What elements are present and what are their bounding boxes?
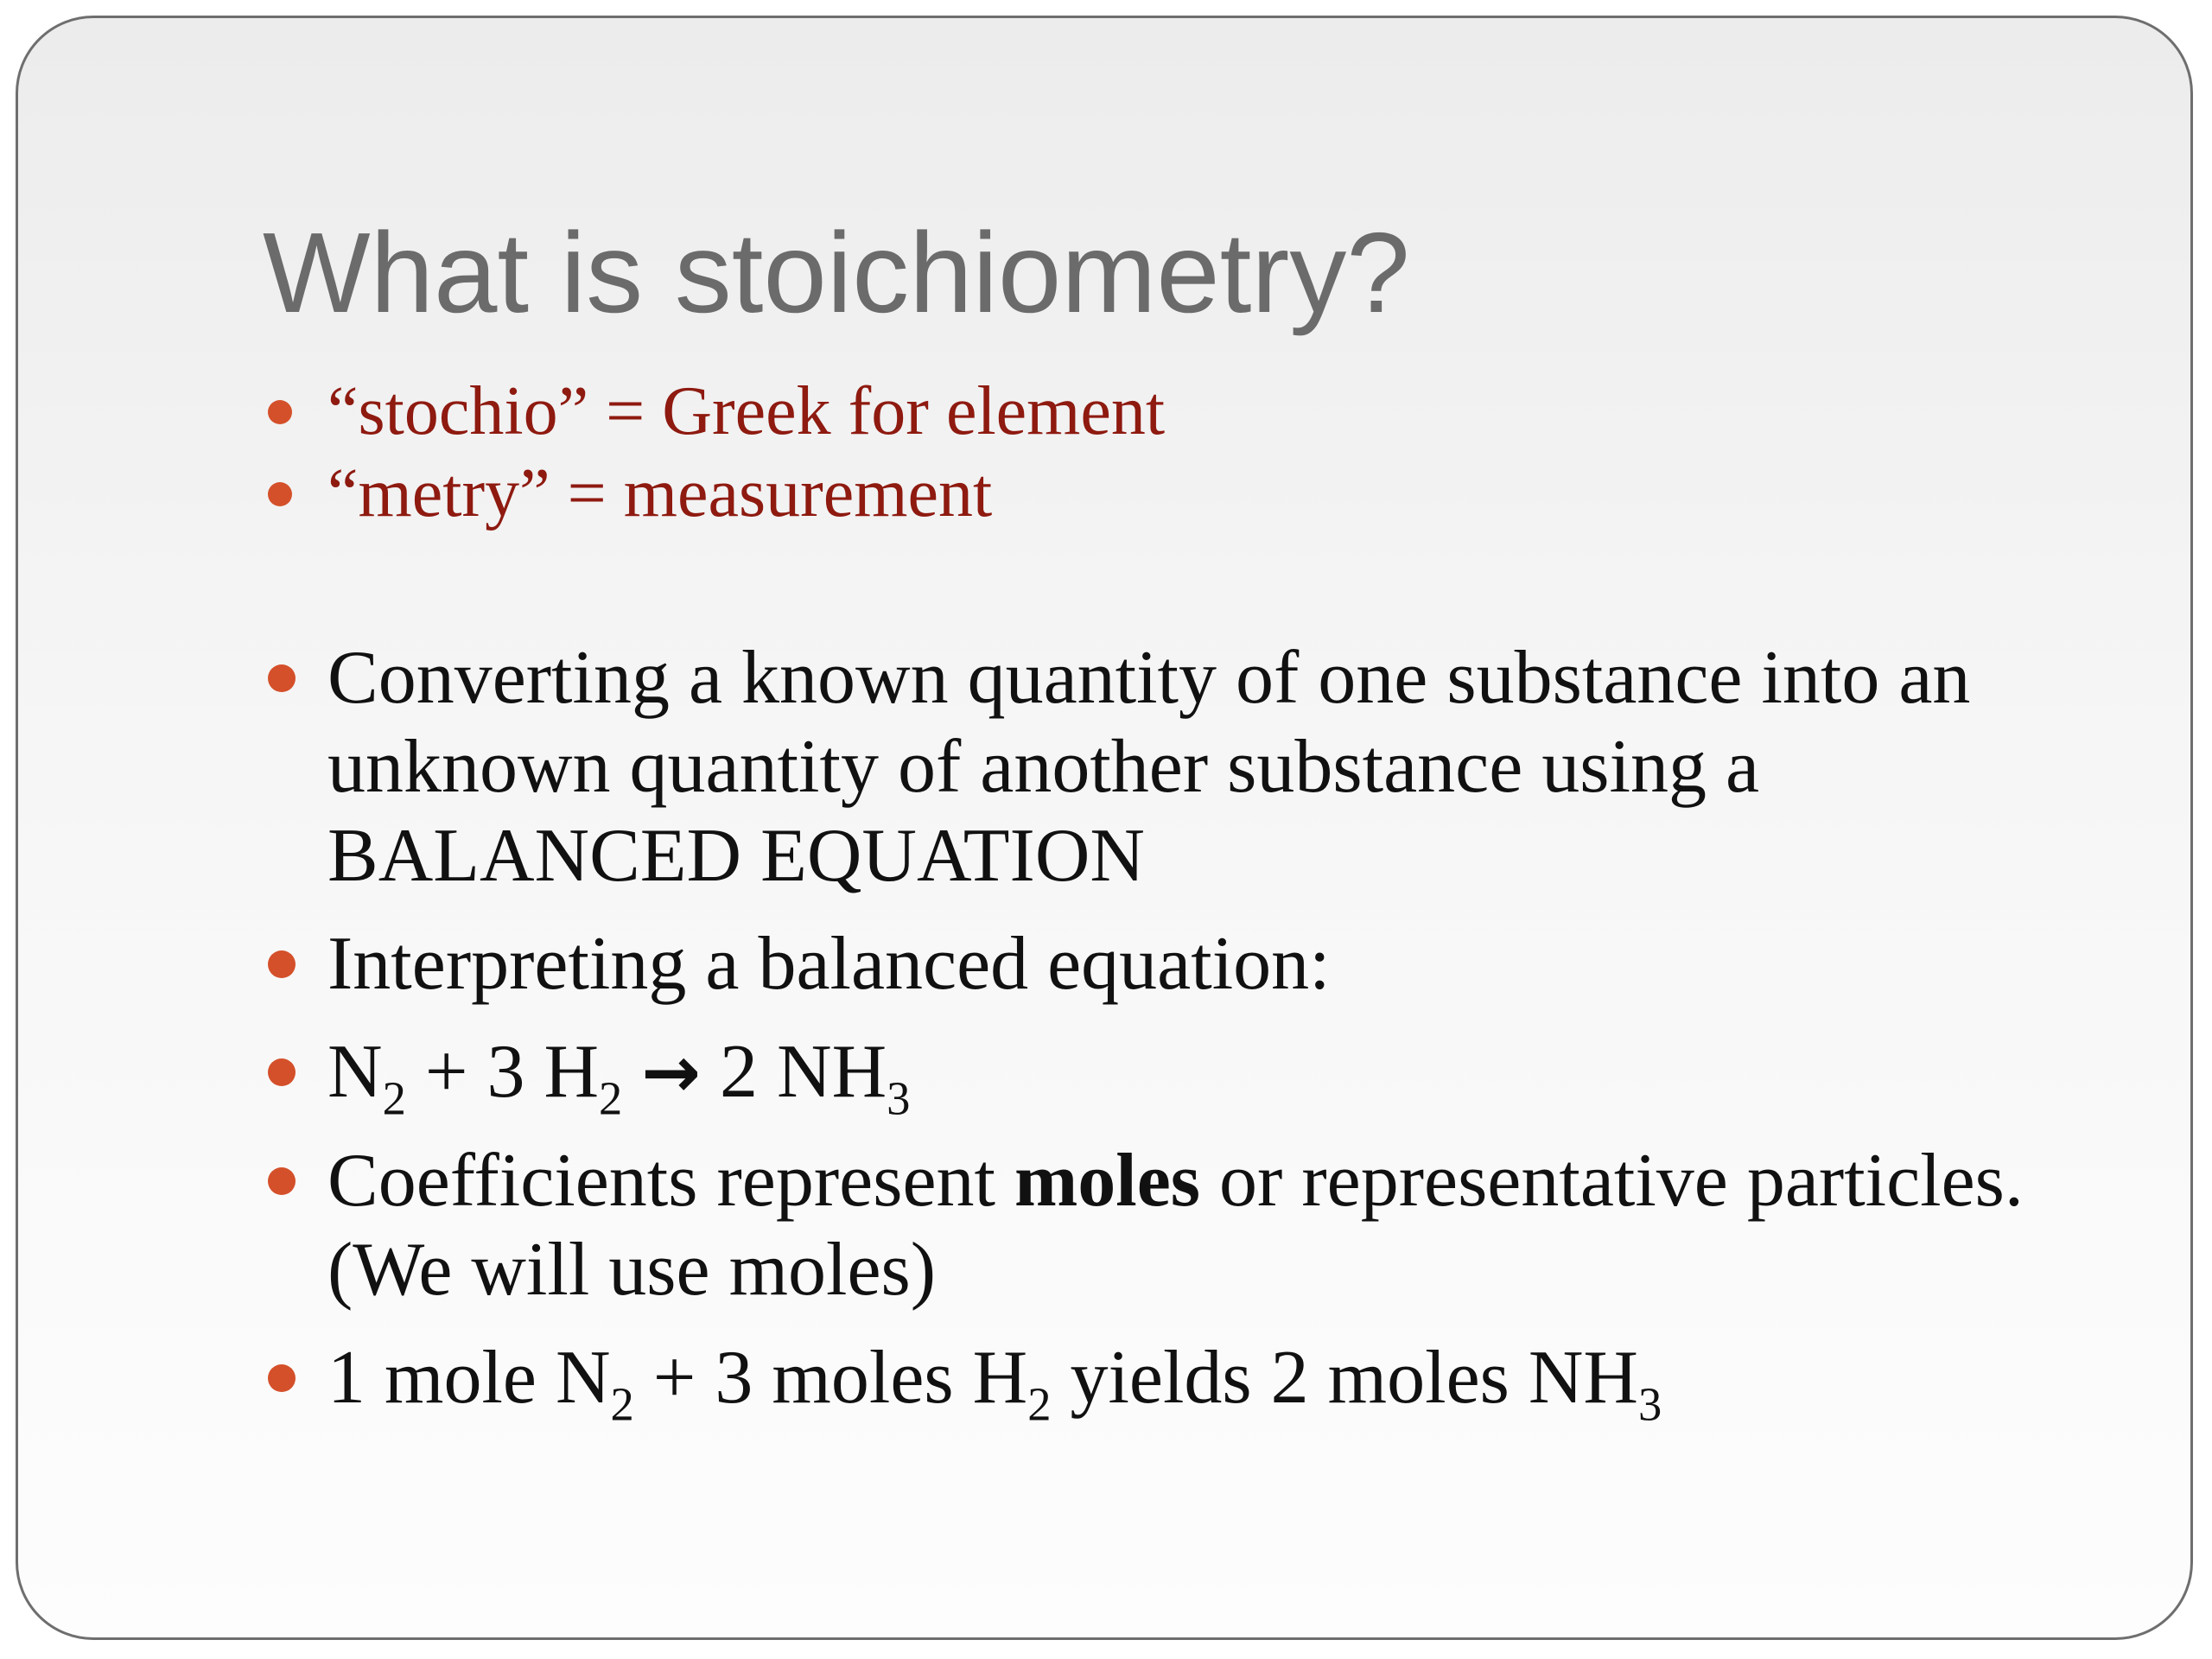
moles-part3: yields 2 moles NH	[1051, 1336, 1638, 1420]
moles-subscript-3: 3	[1637, 1377, 1662, 1431]
arrow-icon: →	[641, 1032, 702, 1114]
content-list	[263, 633, 2120, 1441]
moles-part2: + 3 moles H	[633, 1336, 1028, 1420]
equation-nh-subscript: 3	[887, 1071, 911, 1125]
bullet-icon	[268, 482, 292, 506]
definition-list	[263, 371, 1818, 535]
equation-h-subscript: 2	[599, 1071, 623, 1125]
equation-plus-h: + 3 H	[405, 1030, 600, 1114]
definition-item-stochio	[263, 371, 1818, 453]
equation-n: N	[327, 1030, 383, 1114]
bullet-converting	[263, 633, 2120, 900]
coefficients-after: or representative particles. (We will use moles)	[327, 1139, 2062, 1312]
equation-n-subscript: 2	[382, 1071, 406, 1125]
coefficients-before: Coefficients represent	[327, 1139, 1014, 1223]
bullet-coefficients	[263, 1136, 2120, 1314]
bullet-icon	[268, 1167, 296, 1195]
bullet-interpreting	[263, 919, 2120, 1008]
definition-text: “stochio” = Greek for element	[327, 373, 1166, 449]
moles-subscript-1: 2	[610, 1377, 634, 1431]
bullet-icon	[268, 664, 296, 692]
bullet-text: Converting a known quantity of one substance into an unknown quantity of another substance using a BALANCED EQUATION	[327, 636, 1971, 898]
bullet-moles	[263, 1333, 2120, 1431]
equation	[327, 1030, 911, 1125]
bullet-icon	[268, 1058, 296, 1086]
bullet-icon	[268, 400, 292, 424]
bullet-icon	[268, 1364, 296, 1392]
moles-subscript-2: 2	[1027, 1377, 1052, 1431]
bullet-text: Interpreting a balanced equation:	[327, 922, 1331, 1006]
moles-part1: 1 mole N	[327, 1336, 611, 1420]
slide-title: What is stoichiometry?	[263, 209, 1410, 336]
definition-item-metry	[263, 453, 1818, 535]
bullet-equation	[263, 1027, 2120, 1125]
coefficients-bold: moles	[1014, 1139, 1201, 1223]
slide	[16, 16, 2193, 1640]
bullet-icon	[268, 950, 296, 978]
equation-product: 2 NH	[701, 1030, 887, 1114]
definition-text: “metry” = measurement	[327, 455, 993, 531]
